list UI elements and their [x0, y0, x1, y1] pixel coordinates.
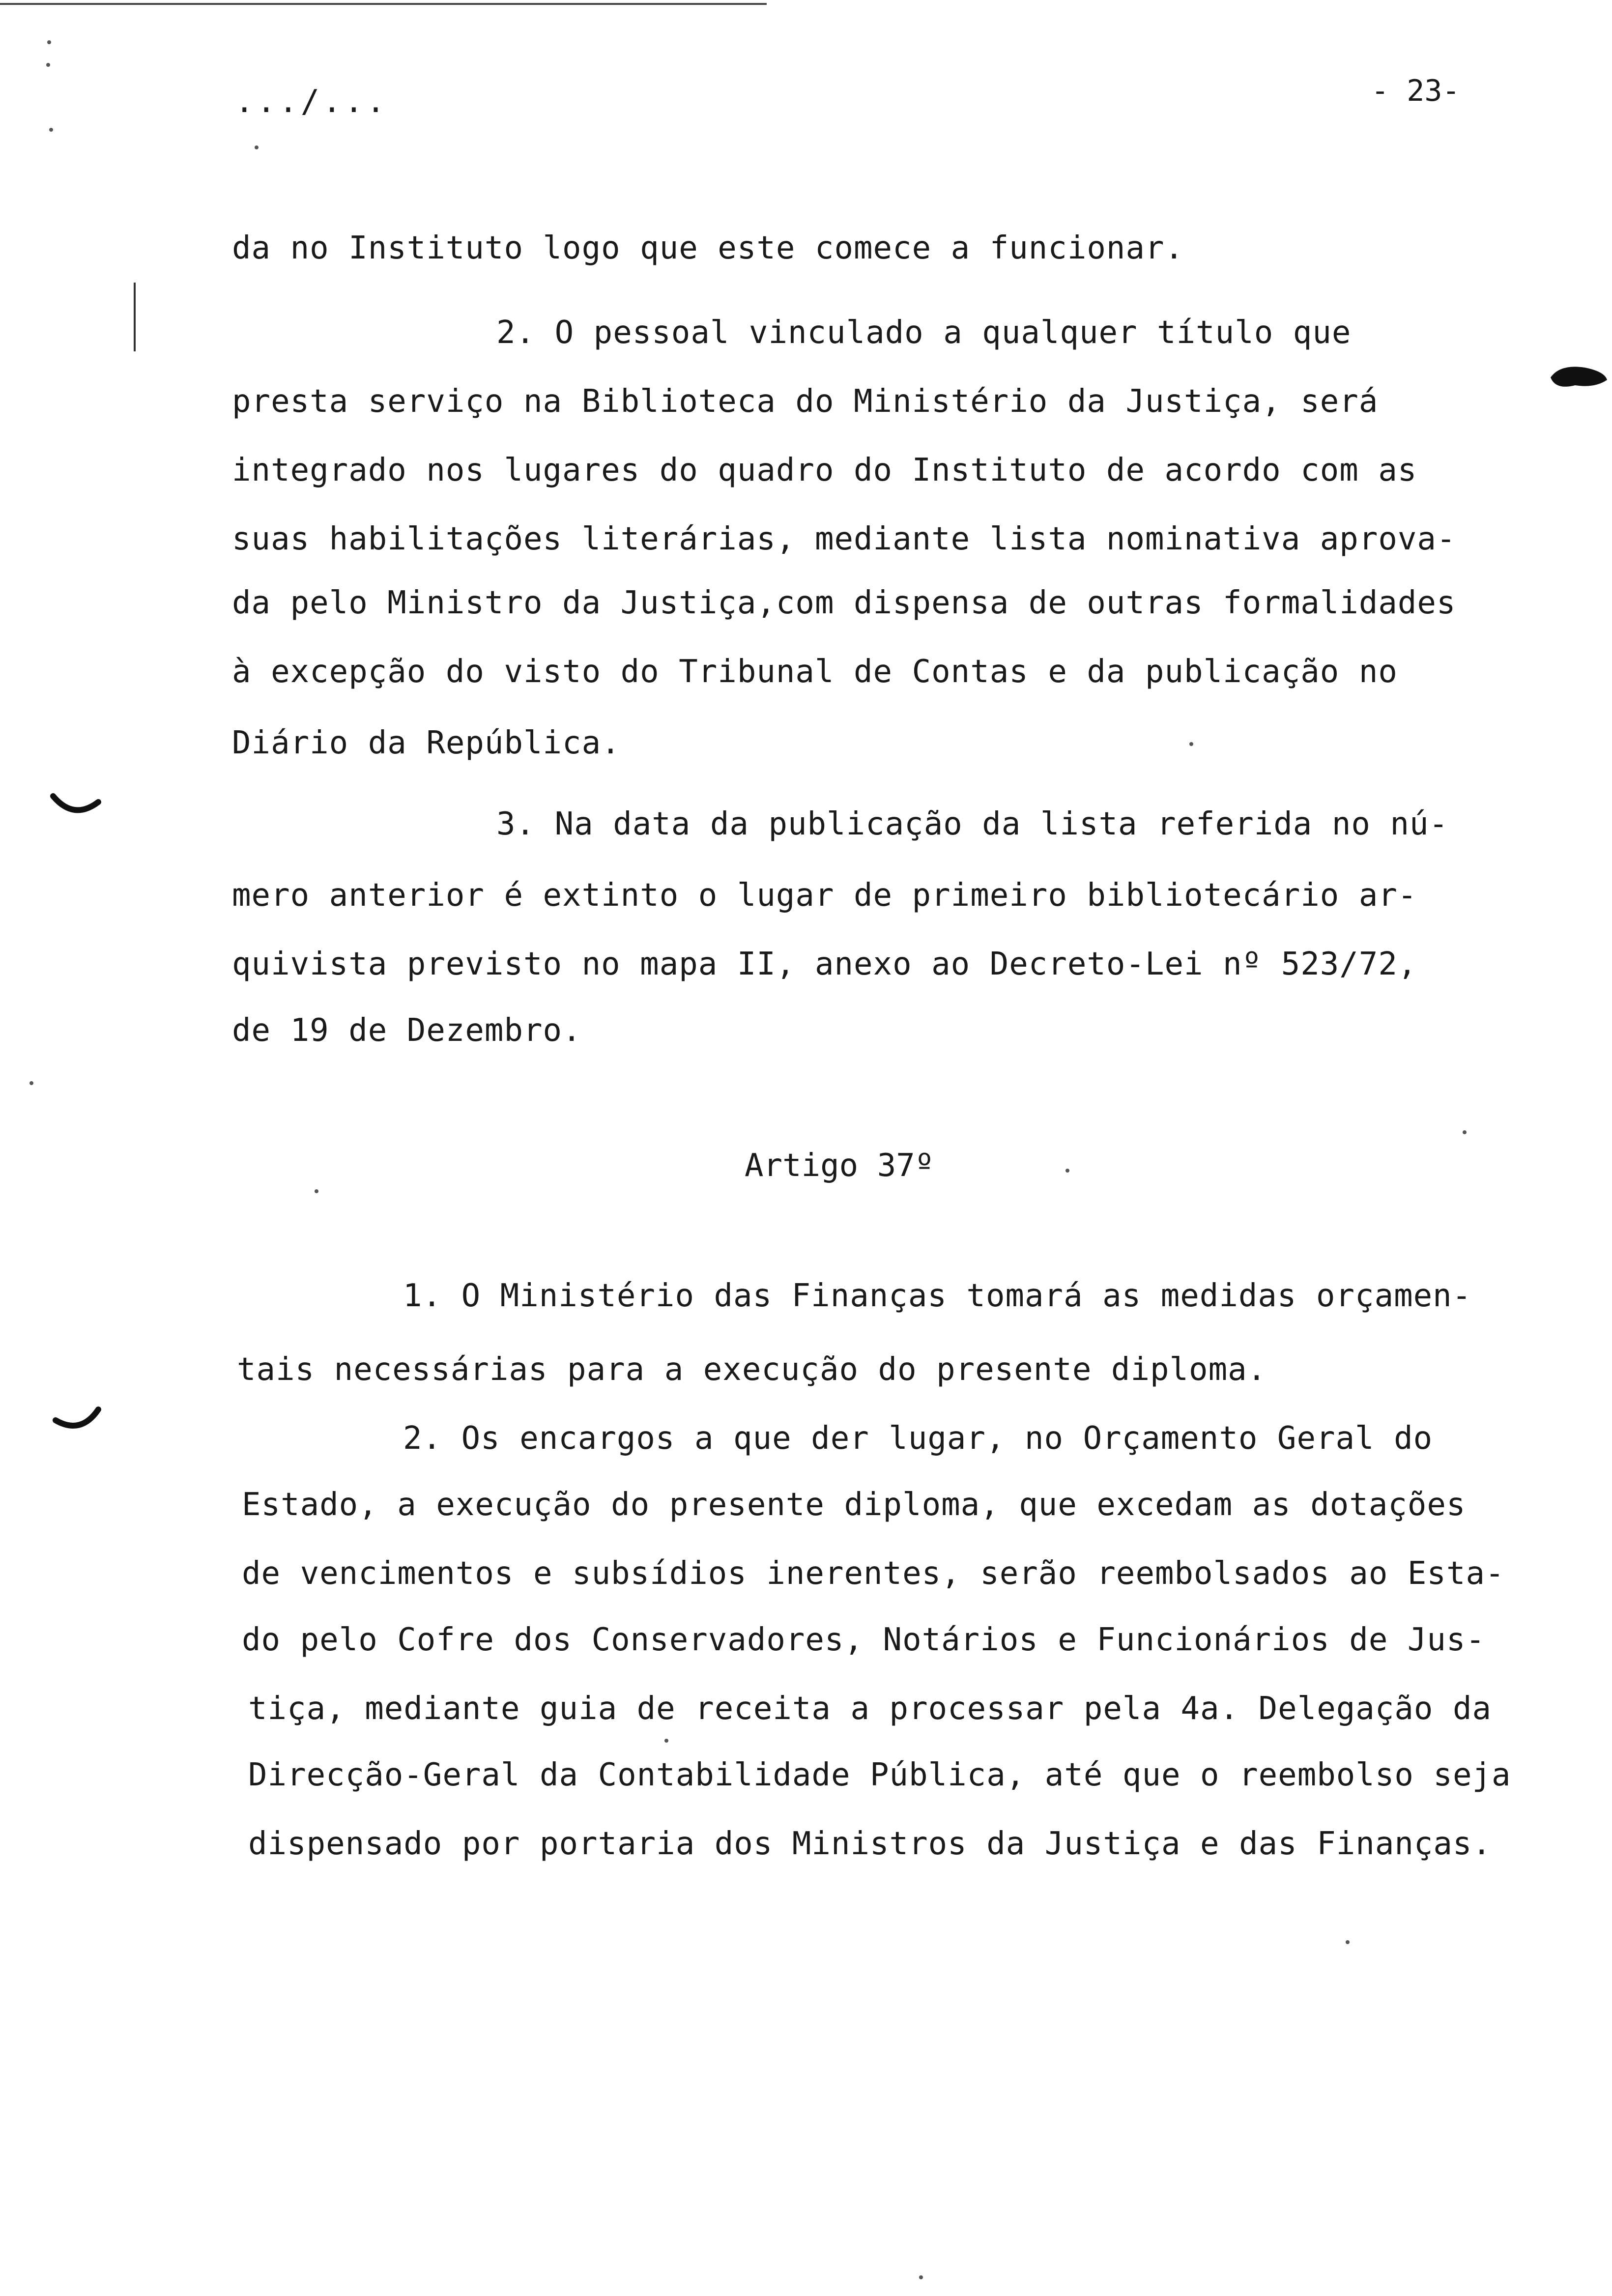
text-line: tais necessárias para a execução do presente diploma.: [237, 1351, 1267, 1388]
scan-speck: [1189, 742, 1193, 746]
article-heading: Artigo 37º: [745, 1148, 934, 1184]
scan-speck: [664, 1739, 668, 1743]
text-line: de vencimentos e subsídios inerentes, serão reembolsados ao Esta-: [242, 1555, 1505, 1592]
scan-speck: [49, 128, 53, 132]
text-line: Direcção-Geral da Contabilidade Pública, até que o reembolso seja: [248, 1757, 1511, 1793]
text-line: tiça, mediante guia de receita a processar pela 4a. Delegação da: [248, 1691, 1492, 1727]
scan-speck: [255, 145, 259, 149]
text-line: de 19 de Dezembro.: [232, 1012, 582, 1049]
scan-speck: [47, 40, 51, 44]
continuation-mark: .../...: [235, 84, 388, 120]
text-line: Diário da República.: [232, 725, 621, 761]
scan-speck: [46, 63, 50, 67]
page-number: - 23-: [1371, 74, 1460, 108]
scan-speck: [29, 1081, 33, 1085]
scan-mark-line: [134, 283, 136, 351]
text-line: da no Instituto logo que este comece a funcionar.: [232, 230, 1184, 266]
text-line: presta serviço na Biblioteca do Ministério da Justiça, será: [232, 383, 1379, 420]
text-line: 1. O Ministério das Finanças tomará as medidas orçamen-: [403, 1278, 1472, 1314]
text-line: 2. O pessoal vinculado a qualquer título que: [496, 315, 1352, 351]
scan-mark-blot: [1546, 358, 1610, 392]
text-line: quivista previsto no mapa II, anexo ao Decreto-Lei nº 523/72,: [232, 946, 1417, 982]
text-line: do pelo Cofre dos Conservadores, Notários e Funcionários de Jus-: [242, 1622, 1485, 1658]
text-line: dispensado por portaria dos Ministros da Justiça e das Finanças.: [248, 1826, 1492, 1862]
text-line: integrado nos lugares do quadro do Instituto de acordo com as: [232, 452, 1417, 488]
scan-speck: [1065, 1169, 1069, 1173]
text-line: da pelo Ministro da Justiça,com dispensa de outras formalidades: [232, 585, 1456, 621]
text-line: 3. Na data da publicação da lista referida no nú-: [496, 806, 1449, 842]
scan-mark-curve: [49, 791, 103, 826]
text-line: 2. Os encargos a que der lugar, no Orçamento Geral do: [403, 1420, 1433, 1457]
scan-mark-curve: [52, 1406, 106, 1440]
scan-speck: [1346, 1940, 1350, 1944]
scan-speck: [315, 1189, 318, 1193]
text-line: à excepção do visto do Tribunal de Contas e da publicação no: [232, 654, 1398, 690]
scan-speck: [919, 2275, 923, 2279]
text-line: Estado, a execução do presente diploma, que excedam as dotações: [242, 1487, 1466, 1523]
text-line: mero anterior é extinto o lugar de primeiro bibliotecário ar-: [232, 877, 1417, 914]
top-scan-border: [0, 3, 767, 5]
text-line: suas habilitações literárias, mediante lista nominativa aprova-: [232, 521, 1456, 557]
scan-speck: [1463, 1130, 1467, 1134]
